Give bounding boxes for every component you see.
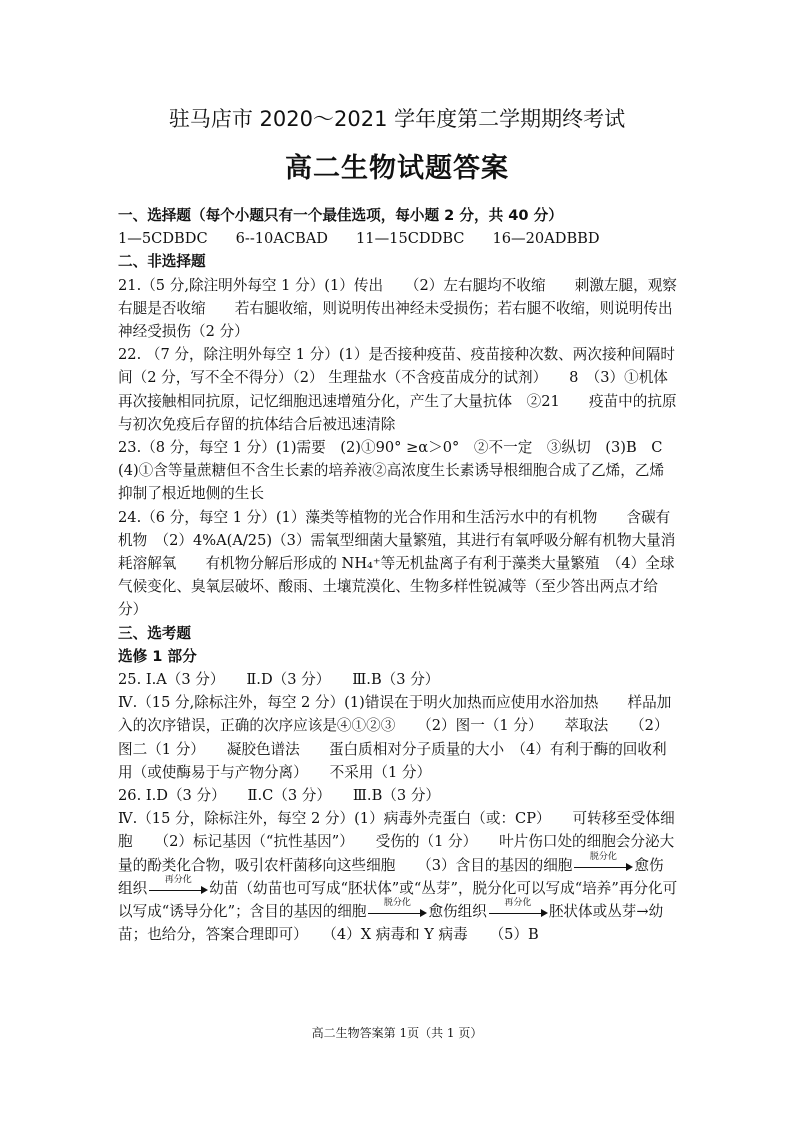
- elective1-heading: 选修 1 部分: [118, 647, 197, 665]
- answer-content: [118, 204, 678, 947]
- choice-answers: [118, 227, 678, 250]
- question-26-part-b: [118, 807, 678, 946]
- rediff-arrow-1: [147, 874, 209, 896]
- choice-answer-4: 16—20ADBBD: [492, 230, 600, 248]
- elective-heading: 三、选考题: [118, 624, 191, 642]
- arrow-label: 再分化: [504, 898, 532, 909]
- q26-text-2: 愈伤组织: [118, 856, 664, 897]
- choice-answer-2: 6--10ACBAD: [235, 230, 329, 248]
- exam-title: 驻马店市 2020～2021 学年度第二学期期终考试: [168, 107, 626, 131]
- question-23: 23.（8 分，每空 1 分）(1)需要 (2)①90° ≥α＞0° ②不一定 ③纵切 (3)B C (4)①含等量蔗糖但不含生长素的培养液②高浓度生长素诱导根细胞合成了乙烯，乙烯抑制了根近地侧的生长: [118, 439, 678, 503]
- arrow-head-icon: [626, 863, 633, 871]
- question-25-part-a: 25. Ⅰ.A（3 分） Ⅱ.D（3 分） Ⅲ.B（3 分）: [118, 671, 440, 689]
- q26-text-4: 愈伤组织: [428, 903, 487, 921]
- rediff-arrow-2: [487, 898, 549, 919]
- arrow-label: 脱分化: [383, 898, 411, 909]
- question-21: 21.（5 分,除注明外每空 1 分）(1）传出 （2）左右腿均不收缩 刺激左腿，观察右腿是否收缩 若右腿收缩，则说明传出神经未受损伤；若右腿不收缩，则说明传出神经受损伤（2 分）: [118, 276, 677, 341]
- question-24: 24.（6 分，每空 1 分）(1）藻类等植物的光合作用和生活污水中的有机物 含碳有机物 （2）4%A(A/25)（3）需氧型细菌大量繁殖，其进行有氧呼吸分解有机物大量消耗溶解氧 有机物分解后形成的 NH₄⁺等无机盐离子有利于藻类大量繁殖 （4）全球气候变化、臭氧层破坏、酸雨、土壤荒漠化、生物多样性锐减等（至少答出两点才给分）: [118, 508, 676, 619]
- arrow-head-icon: [420, 909, 427, 917]
- arrow-label: 脱分化: [589, 851, 617, 862]
- question-22: 22. （7 分，除注明外每空 1 分）(1）是否接种疫苗、疫苗接种次数、两次接种间隔时间（2 分，写不全不得分）（2） 生理盐水（不含疫苗成分的试剂） 8 （3）①机体再次接触相同抗原，记忆细胞迅速增殖分化，产生了大量抗体 ②21 疫苗中的抗原与初次免疫后存留的抗体结合后被迅速清除: [118, 346, 677, 433]
- q26-text-5: 胚状体或丛芽→幼苗；也给分，答案合理即可） （4）X 病毒和 Y 病毒 （5）B: [118, 903, 664, 944]
- question-25-part-b: Ⅳ.（15 分,除标注外，每空 2 分）(1)错误在于明火加热而应使用水浴加热 样品加入的次序错误，正确的次序应该是④①②③ （2）图一（1 分） 萃取法 （2）图二（1 分） 凝胶色谱法 蛋白质相对分子质量的大小 （4）有利于酶的回收利用（或使酶易于与产物分离） 不采用（1 分）: [118, 694, 672, 781]
- arrow-head-icon: [201, 886, 208, 894]
- choice-heading: 一、选择题（每个小题只有一个最佳选项，每小题 2 分，共 40 分）: [118, 207, 563, 224]
- choice-answer-1: 1—5CDBDC: [118, 230, 208, 248]
- answer-title: 高二生物试题答案: [285, 153, 509, 184]
- arrow-head-icon: [541, 909, 548, 917]
- dediff-arrow-1: [572, 851, 634, 873]
- q26-text-3: 幼苗（幼苗也可写成“胚状体”或“丛芽”，脱分化可以写成“培养”再分化可以写成“诱导分化”；含目的基因的细胞: [118, 879, 678, 921]
- q26-text-1: Ⅳ.（15 分，除标注外，每空 2 分）(1）病毒外壳蛋白（或：CP） 可转移至受体细胞 （2）标记基因（“抗性基因”） 受伤的（1 分） 叶片伤口处的细胞会分泌大量的酚类化合物，吸引农杆菌移向这些细胞 （3）含目的基因的细胞: [118, 810, 675, 874]
- choice-answer-3: 11—15CDDBC: [356, 230, 465, 248]
- page-footer: 高二生物答案第 1页（共 1 页）: [311, 1026, 483, 1040]
- dediff-arrow-2: [366, 898, 428, 919]
- question-26-part-a: 26. Ⅰ.D（3 分） Ⅱ.C（3 分） Ⅲ.B（3 分）: [118, 787, 441, 805]
- arrow-label: 再分化: [164, 874, 192, 885]
- nonchoice-heading: 二、非选择题: [118, 253, 206, 271]
